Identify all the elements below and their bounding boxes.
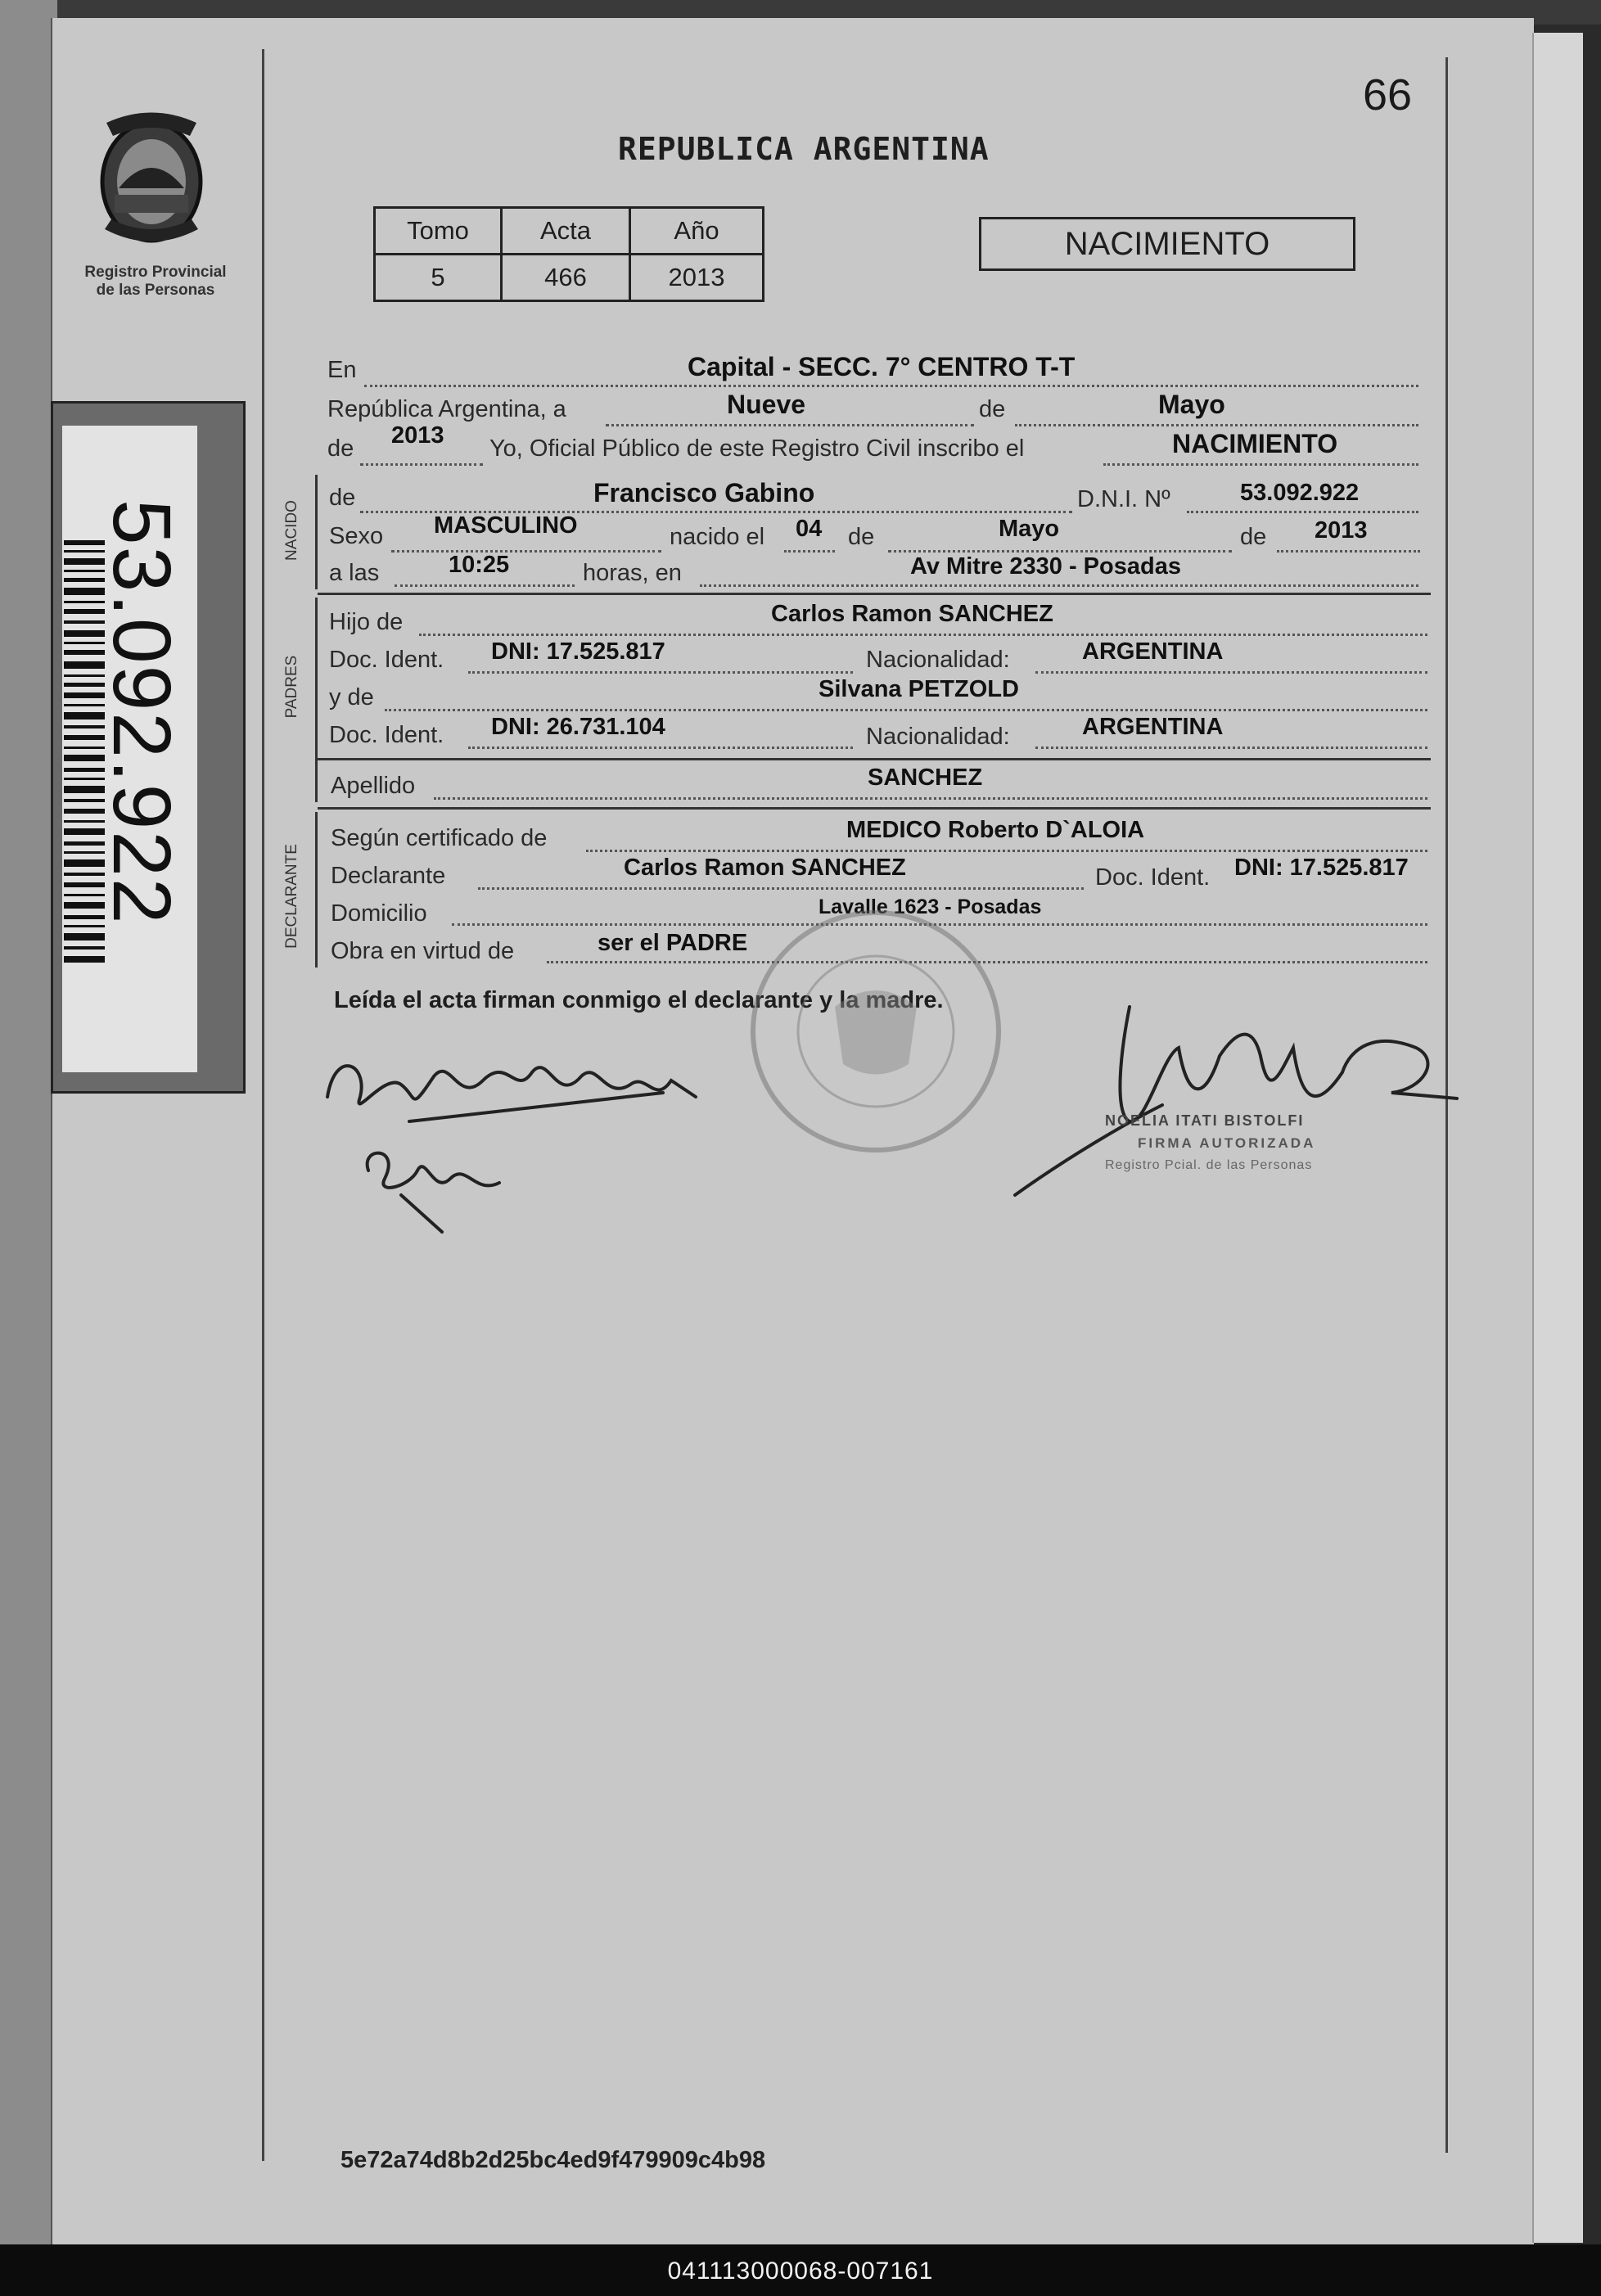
page-number: 66 xyxy=(1363,70,1413,120)
nacido-section-label: NACIDO xyxy=(283,500,300,561)
birth-month-line xyxy=(888,550,1232,553)
father-doc: DNI: 17.525.817 xyxy=(491,638,665,665)
book-spine xyxy=(0,0,57,2259)
page-edge xyxy=(1532,33,1583,2243)
official-name: NOELIA ITATI BISTOLFI xyxy=(1105,1112,1305,1129)
birth-de-label-1: de xyxy=(848,524,875,550)
section-divider-3 xyxy=(318,807,1431,810)
cert-line xyxy=(586,850,1427,852)
birth-year-line xyxy=(1277,550,1420,553)
provincial-emblem-icon xyxy=(82,106,221,254)
section-divider-1 xyxy=(318,593,1431,595)
official-seal-icon xyxy=(753,913,999,1150)
de-label-1: de xyxy=(979,396,1006,422)
dni-label: D.N.I. Nº xyxy=(1077,486,1170,512)
apellido-label: Apellido xyxy=(331,773,416,799)
domicilio-label: Domicilio xyxy=(331,900,427,927)
official-title: FIRMA AUTORIZADA xyxy=(1138,1135,1316,1151)
sexo-label: Sexo xyxy=(329,523,384,549)
left-margin-line xyxy=(262,49,264,2161)
signatures-area xyxy=(311,909,1473,1252)
barcode-number-holder xyxy=(90,499,188,1023)
mother-signature-icon xyxy=(368,1153,499,1232)
table-header-acta: Acta xyxy=(502,208,630,255)
declarante-label: Declarante xyxy=(331,863,446,889)
official-office: Registro Pcial. de las Personas xyxy=(1105,1158,1313,1172)
father-line xyxy=(419,634,1427,636)
declarante-doc-label: Doc. Ident. xyxy=(1095,864,1211,891)
y-de-label: y de xyxy=(329,684,374,710)
padres-bracket xyxy=(315,598,318,802)
a-las-label: a las xyxy=(329,560,380,586)
obra-label: Obra en virtud de xyxy=(331,938,515,964)
mother-nationality: ARGENTINA xyxy=(1082,714,1224,740)
nacido-de-label: de xyxy=(329,485,356,511)
barcode-number: 53.092.922 xyxy=(96,499,187,926)
cert-value: MEDICO Roberto D`ALOIA xyxy=(846,817,1145,843)
declarante-name: Carlos Ramon SANCHEZ xyxy=(624,855,906,881)
padres-side xyxy=(272,606,313,769)
birth-month: Mayo xyxy=(999,516,1060,542)
oficial-text: Yo, Oficial Público de este Registro Civil inscribo el xyxy=(489,435,1025,462)
father-nat-label: Nacionalidad: xyxy=(866,647,1010,673)
republica-label: República Argentina, a xyxy=(327,396,566,422)
father-doc-label: Doc. Ident. xyxy=(329,647,444,673)
mother-nat-line xyxy=(1035,747,1427,749)
declarante-line xyxy=(478,887,1084,890)
registry-name-line1: Registro Provincial xyxy=(84,264,227,281)
location-line xyxy=(364,385,1418,387)
birth-time: 10:25 xyxy=(449,552,510,578)
mother-nat-label: Nacionalidad: xyxy=(866,724,1010,750)
en-label: En xyxy=(327,357,357,383)
apellido-value: SANCHEZ xyxy=(868,765,983,791)
table-header-ano: Año xyxy=(630,208,764,255)
event-value: NACIMIENTO xyxy=(1172,429,1338,458)
domicilio-value: Lavalle 1623 - Posadas xyxy=(819,895,1042,918)
apellido-line xyxy=(434,797,1427,800)
mother-doc-line xyxy=(468,747,853,749)
day-line xyxy=(606,424,974,426)
registry-name xyxy=(61,264,250,300)
father-name: Carlos Ramon SANCHEZ xyxy=(771,601,1053,627)
document-title: REPUBLICA ARGENTINA xyxy=(618,131,990,167)
nacido-side xyxy=(272,479,313,585)
declarant-signature-icon xyxy=(327,1066,696,1121)
day-value: Nueve xyxy=(727,390,806,419)
nacido-bracket xyxy=(315,475,318,589)
registry-name-line2: de las Personas xyxy=(96,282,215,299)
mother-doc-label: Doc. Ident. xyxy=(329,722,444,748)
year-value: 2013 xyxy=(391,422,444,449)
record-table xyxy=(373,206,764,302)
obra-value: ser el PADRE xyxy=(598,930,748,956)
hijo-de-label: Hijo de xyxy=(329,609,404,635)
table-header-tomo: Tomo xyxy=(375,208,502,255)
cert-label: Según certificado de xyxy=(331,825,548,851)
year-line xyxy=(360,463,483,466)
place-line xyxy=(700,584,1418,587)
time-line xyxy=(395,584,575,587)
padres-section-label: PADRES xyxy=(283,655,300,719)
birth-day: 04 xyxy=(796,516,823,542)
footer-code: 041113000068-007161 xyxy=(667,2258,934,2285)
mother-line xyxy=(385,709,1427,711)
horas-label: horas, en xyxy=(583,560,682,586)
birth-day-line xyxy=(784,550,835,553)
declarante-doc: DNI: 17.525.817 xyxy=(1234,855,1409,881)
table-value-tomo: 5 xyxy=(375,255,502,301)
birth-de-label-2: de xyxy=(1240,524,1267,550)
month-line xyxy=(1015,424,1418,426)
birth-place: Av Mitre 2330 - Posadas xyxy=(910,553,1181,580)
table-value-ano: 2013 xyxy=(630,255,764,301)
father-nat-line xyxy=(1035,671,1427,674)
declarante-section-label: DECLARANTE xyxy=(283,844,300,949)
mother-name: Silvana PETZOLD xyxy=(819,676,1019,702)
event-line xyxy=(1103,463,1418,466)
nacido-el-label: nacido el xyxy=(670,524,765,550)
document-type-box: NACIMIENTO xyxy=(979,217,1355,271)
document-hash: 5e72a74d8b2d25bc4ed9f479909c4b98 xyxy=(340,2147,766,2173)
sexo-line xyxy=(391,550,661,553)
child-name: Francisco Gabino xyxy=(593,478,815,507)
leida-statement: Leída el acta firman conmigo el declarante y la madre. xyxy=(334,987,944,1013)
location-value: Capital - SECC. 7° CENTRO T-T xyxy=(688,352,1076,381)
dni-line xyxy=(1187,511,1418,513)
declarante-side xyxy=(272,819,313,974)
mother-doc: DNI: 26.731.104 xyxy=(491,714,665,740)
de-label-2: de xyxy=(327,435,354,462)
child-dni: 53.092.922 xyxy=(1240,480,1360,506)
father-nationality: ARGENTINA xyxy=(1082,638,1224,665)
table-value-acta: 466 xyxy=(502,255,630,301)
sexo-value: MASCULINO xyxy=(434,512,578,539)
section-divider-2 xyxy=(318,758,1431,760)
month-value: Mayo xyxy=(1158,390,1225,419)
birth-year: 2013 xyxy=(1315,517,1368,544)
father-doc-line xyxy=(468,671,853,674)
